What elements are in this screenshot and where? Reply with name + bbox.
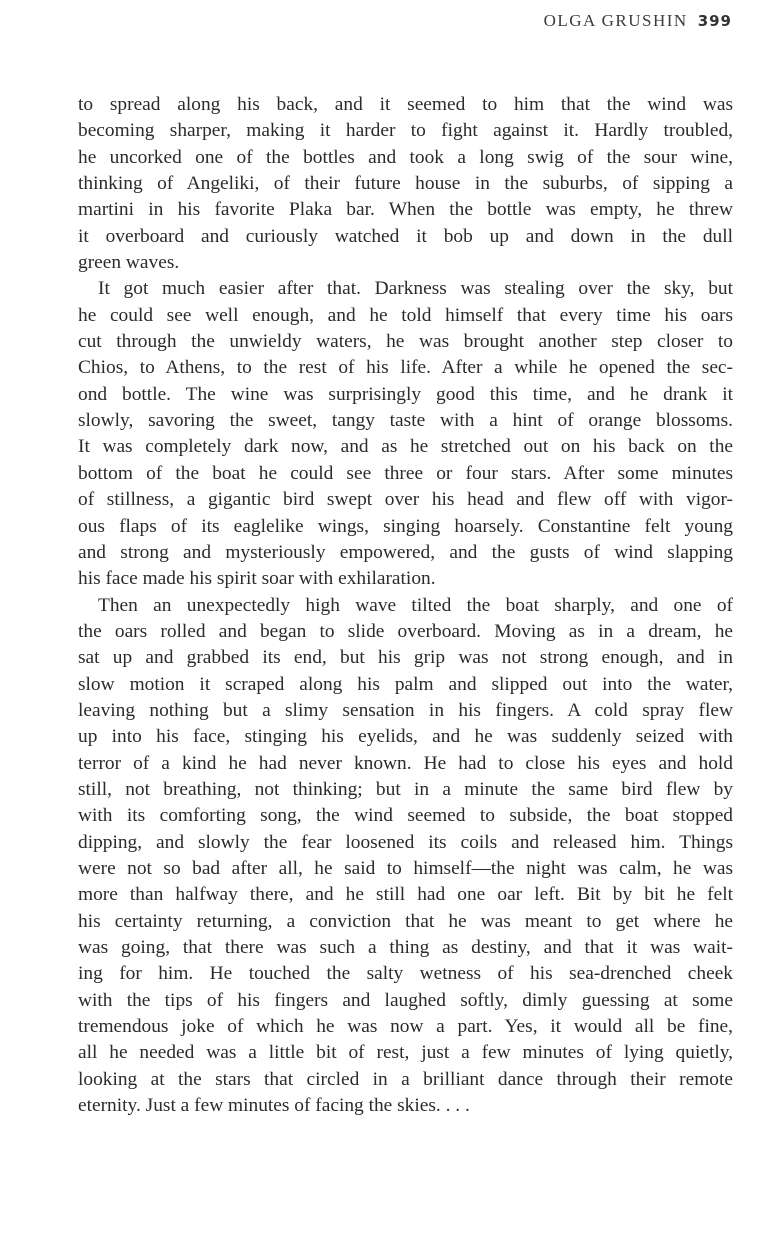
text-line: with its comforting song, the wind seemed to subside, the boat stopped (78, 805, 733, 827)
text-line: martini in his favorite Plaka bar. When the bottle was empty, he threw (78, 199, 733, 221)
text-line: Chios, to Athens, to the rest of his life. After a while he opened the sec- (78, 357, 733, 379)
text-line: leaving nothing but a slimy sensation in his fingers. A cold spray flew (78, 699, 733, 721)
text-line: up into his face, stinging his eyelids, and he was suddenly seized with (78, 726, 733, 748)
text-line: all he needed was a little bit of rest, just a few minutes of lying quietly, (78, 1042, 733, 1064)
text-line: to spread along his back, and it seemed to him that the wind was (78, 94, 733, 115)
text-line: was going, that there was such a thing as destiny, and that it was wait- (78, 937, 733, 958)
text-line: and strong and mysteriously empowered, and the gusts of wind slapping (78, 541, 733, 563)
text-line: bottom of the boat he could see three or four stars. After some minutes (78, 462, 733, 484)
paragraph (78, 593, 733, 1120)
text-line: of stillness, a gigantic bird swept over his head and flew off with vigor- (78, 489, 733, 511)
paragraph (78, 276, 733, 592)
text-line: green waves. (78, 252, 180, 274)
text-line: cut through the unwieldy waters, he was brought another step closer to (78, 331, 733, 353)
text-line: looking at the stars that circled in a brilliant dance through their remote (78, 1068, 733, 1090)
text-line: more than halfway there, and he still had one oar left. Bit by bit he felt (78, 884, 733, 906)
text-line: It was completely dark now, and as he stretched out on his back on the (78, 436, 733, 458)
text-line: ond bottle. The wine was surprisingly good this time, and he drank it (78, 383, 733, 405)
text-line: tremendous joke of which he was now a part. Yes, it would all be fine, (78, 1016, 733, 1038)
text-line: ing for him. He touched the salty wetness of his sea-drenched cheek (78, 963, 733, 985)
text-line: with the tips of his fingers and laughed softly, dimly guessing at some (78, 989, 733, 1011)
text-line: he could see well enough, and he told himself that every time his oars (78, 304, 733, 326)
text-line: ous flaps of its eaglelike wings, singing hoarsely. Constantine felt young (78, 515, 733, 537)
text-line: slowly, savoring the sweet, tangy taste with a hint of orange blossoms. (78, 410, 733, 432)
text-line: becoming sharper, making it harder to fight against it. Hardly troubled, (78, 120, 733, 142)
text-line: sat up and grabbed its end, but his grip was not strong enough, and in (78, 647, 733, 669)
text-line: his face made his spirit soar with exhilaration. (78, 568, 436, 590)
text-line: thinking of Angeliki, of their future house in the suburbs, of sipping a (78, 173, 733, 195)
body-text (78, 92, 733, 1119)
author-name: OLGA GRUSHIN (543, 11, 688, 30)
running-header (544, 11, 732, 31)
text-line: were not so bad after all, he said to himself—the night was calm, he was (78, 857, 733, 879)
text-line: he uncorked one of the bottles and took a long swig of the sour wine, (78, 146, 733, 168)
text-line: it overboard and curiously watched it bob up and down in the dull (78, 225, 733, 247)
text-line: still, not breathing, not thinking; but in a minute the same bird flew by (78, 778, 733, 800)
text-line: the oars rolled and began to slide overboard. Moving as in a dream, he (78, 620, 733, 642)
text-line: his certainty returning, a conviction that he was meant to get where he (78, 910, 733, 932)
page-number: 399 (697, 12, 732, 30)
text-line: eternity. Just a few minutes of facing the skies. . . . (78, 1095, 470, 1117)
paragraph (78, 92, 733, 276)
text-line: slow motion it scraped along his palm and slipped out into the water, (78, 673, 733, 695)
text-line: Then an unexpectedly high wave tilted the boat sharply, and one of (98, 594, 733, 616)
text-line: dipping, and slowly the fear loosened its coils and released him. Things (78, 831, 733, 853)
text-line: terror of a kind he had never known. He had to close his eyes and hold (78, 752, 733, 774)
text-line: It got much easier after that. Darkness was stealing over the sky, but (98, 278, 733, 300)
